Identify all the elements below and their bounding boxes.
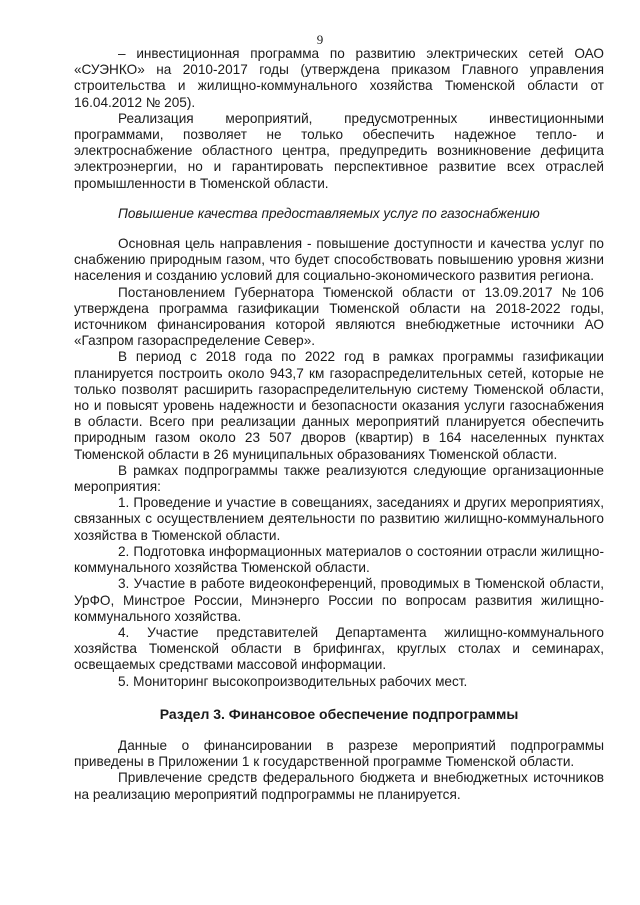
paragraph-gas-measures-intro: В рамках подпрограммы также реализуются следующие организационные мероприятия:: [74, 462, 604, 495]
measures-list: [74, 495, 604, 689]
list-item: 4. Участие представителей Департамента жилищно-коммунального хозяйства Тюменской области в брифингах, круглых столах и семинарах, освещаемых средствами массовой информации.: [74, 624, 604, 673]
list-item: 2. Подготовка информационных материалов о состоянии отрасли жилищно-коммунального хозяйства Тюменской области.: [74, 543, 604, 576]
paragraph-implementation: Реализация мероприятий, предусмотренных инвестиционными программами, позволяет не только обеспечить надежное тепло- и электроснабжение областного центра, предупредить возникновение дефицита электроэнергии, но и гарантировать перспективное развитие всех отраслей промышленности в Тюменской области.: [74, 110, 604, 191]
paragraph-investment-program: – инвестиционная программа по развитию электрических сетей ОАО «СУЭНКО» на 2010-2017 годы (утверждена приказом Главного управления строительства и жилищно-коммунального хозяйства Тюменской области от 16.04.2012 № 205).: [74, 46, 604, 110]
page-content: [74, 46, 604, 803]
list-item: 3. Участие в работе видеоконференций, проводимых в Тюменской области, УрФО, Минстрое России, Минэнерго России по вопросам развития жилищно-коммунального хозяйства.: [74, 576, 604, 624]
section-heading-gas: Повышение качества предоставляемых услуг по газоснабжению: [118, 205, 540, 221]
list-item: 1. Проведение и участие в совещаниях, заседаниях и других мероприятиях, связанных с осуществлением деятельности по развитию жилищно-коммунального хозяйства в Тюменской области.: [74, 495, 604, 543]
paragraph-gas-goal: Основная цель направления - повышение доступности и качества услуг по снабжению природным газом, что будет способствовать повышению уровня жизни населения и созданию условий для социально-экономического развития региона.: [74, 236, 604, 284]
paragraph-financing-sources: Привлечение средств федерального бюджета и внебюджетных источников на реализацию мероприятий подпрограммы не планируется.: [74, 770, 604, 802]
section-heading-financing: Раздел 3. Финансовое обеспечение подпрограммы: [159, 705, 519, 722]
paragraph-gas-resolution: Постановлением Губернатора Тюменской области от 13.09.2017 №106 утверждена программа газификации Тюменской области на 2018-2022 годы, источником финансирования которой являются внебюджетные источники АО «Газпром газораспределение Север».: [74, 284, 604, 349]
page-number: 9: [316, 32, 324, 47]
paragraph-gas-period: В период с 2018 года по 2022 год в рамках программы газификации планируется построить около 943,7 км газораспределительных сетей, которые не только позволят расширить газораспределительную систему Тюменской области, но и повысят уровень надежности и безопасности оказания услуги газоснабжения в области. Всего при реализации данных мероприятий планируется обеспечить природным газом около 23 507 дворов (квартир) в 164 населенных пунктах Тюменской области в 26 муниципальных образованиях Тюменской области.: [74, 349, 604, 462]
list-item: 5. Мониторинг высокопроизводительных рабочих мест.: [118, 673, 468, 689]
paragraph-financing-data: Данные о финансировании в разрезе мероприятий подпрограммы приведены в Приложении 1 к государственной программе Тюменской области.: [74, 737, 604, 770]
